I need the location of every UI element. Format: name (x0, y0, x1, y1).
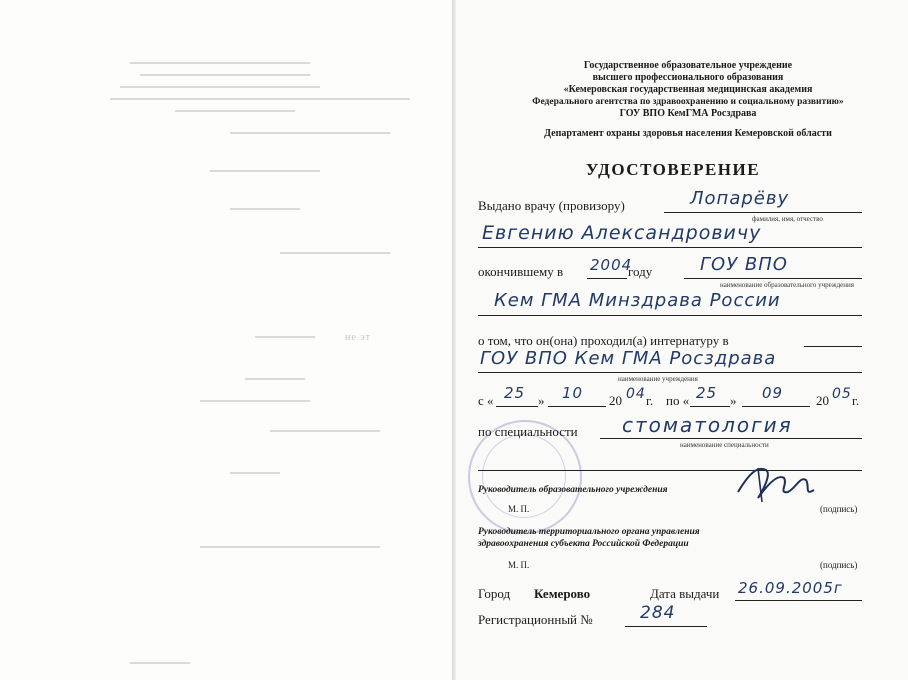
surname-line (664, 212, 862, 213)
issue-date-handwritten: 26.09.2005г (738, 579, 843, 597)
registration-line (625, 626, 707, 627)
internship-caption: наименование учреждения (618, 375, 698, 383)
grad-inst-line (684, 278, 862, 279)
from-year-handwritten: 04 (626, 386, 646, 402)
from-year-suffix: г. (646, 393, 654, 408)
given-names-handwritten: Евгению Александровичу (482, 222, 762, 244)
head-terr-label-2: здравоохранения субъекта Российской Федерации (478, 539, 689, 549)
from-quote-close: » (538, 393, 545, 408)
grad-inst-handwritten: ГОУ ВПО (700, 254, 788, 275)
from-month-line (548, 406, 606, 407)
header-department: Департамент охраны здоровья населения Кемеровской области (544, 128, 832, 139)
registration-label: Регистрационный № (478, 612, 593, 627)
surname-handwritten: Лопарёву (690, 188, 790, 209)
from-month-handwritten: 10 (562, 384, 584, 402)
signature-caption-1: (подпись) (820, 504, 858, 514)
to-day-handwritten: 25 (696, 384, 718, 402)
given-names-line (478, 247, 862, 248)
grad-inst-2-line (478, 315, 862, 316)
to-year-prefix: 20 (816, 393, 829, 408)
internship-tail-line (804, 346, 862, 347)
stamp-place-1: М. П. (508, 504, 530, 514)
to-year-handwritten: 05 (832, 386, 852, 402)
to-quote-close: » (730, 393, 737, 408)
left-page-faint-text: не эт (345, 332, 371, 343)
from-day-line (496, 406, 538, 407)
specialty-handwritten: стоматология (622, 413, 793, 437)
to-month-handwritten: 09 (762, 384, 784, 402)
from-day-handwritten: 25 (504, 384, 526, 402)
left-page-bleed-through (0, 0, 452, 680)
header-line-5: ГОУ ВПО КемГМА Росздрава (619, 108, 757, 119)
specialty-caption: наименование специальности (680, 441, 769, 449)
from-year-prefix: 20 (609, 393, 622, 408)
signature-caption-2: (подпись) (820, 560, 858, 570)
from-label: с « (478, 393, 494, 408)
registration-handwritten: 284 (640, 603, 676, 623)
head-terr-label-1: Руководитель территориального органа управления (478, 527, 700, 537)
header-line-2: высшего профессионального образования (592, 72, 784, 83)
left-page (0, 0, 452, 680)
stamp-place-2: М. П. (508, 560, 530, 570)
internship-label: о том, что он(она) проходил(а) интернатуру в (478, 333, 729, 348)
issue-date-line (735, 600, 862, 601)
grad-inst-2-handwritten: Кем ГМА Минздрава России (494, 290, 781, 311)
header-line-4: Федерального агентства по здравоохранению и социальному развитию» (532, 97, 844, 107)
document-title: УДОСТОВЕРЕНИЕ (585, 160, 761, 179)
internship-inst-line (478, 372, 862, 373)
header-line-1: Государственное образовательное учреждение (583, 60, 793, 71)
issued-label: Выдано врачу (провизору) (478, 198, 625, 213)
to-year-suffix: г. (852, 393, 860, 408)
year-word: году (628, 264, 653, 279)
to-day-line (690, 406, 730, 407)
specialty-line (600, 438, 862, 439)
city-label: Город (478, 586, 511, 601)
to-label: по « (666, 393, 690, 408)
issue-date-label: Дата выдачи (650, 586, 720, 601)
inst-caption: наименование образовательного учреждения (720, 281, 854, 289)
head-edu-label: Руководитель образовательного учреждения (478, 485, 668, 495)
grad-year-line (587, 278, 627, 279)
signature-mark (728, 458, 818, 506)
to-month-line (742, 406, 810, 407)
internship-inst-handwritten: ГОУ ВПО Кем ГМА Росздрава (480, 348, 777, 369)
specialty-label: по специальности (478, 424, 578, 439)
name-caption: фамилия, имя, отчество (752, 215, 823, 223)
graduated-label: окончившему в (478, 264, 564, 279)
city-value: Кемерово (534, 586, 591, 601)
grad-year-handwritten: 2004 (590, 256, 633, 274)
header-line-3: «Кемеровская государственная медицинская академия (563, 84, 813, 95)
